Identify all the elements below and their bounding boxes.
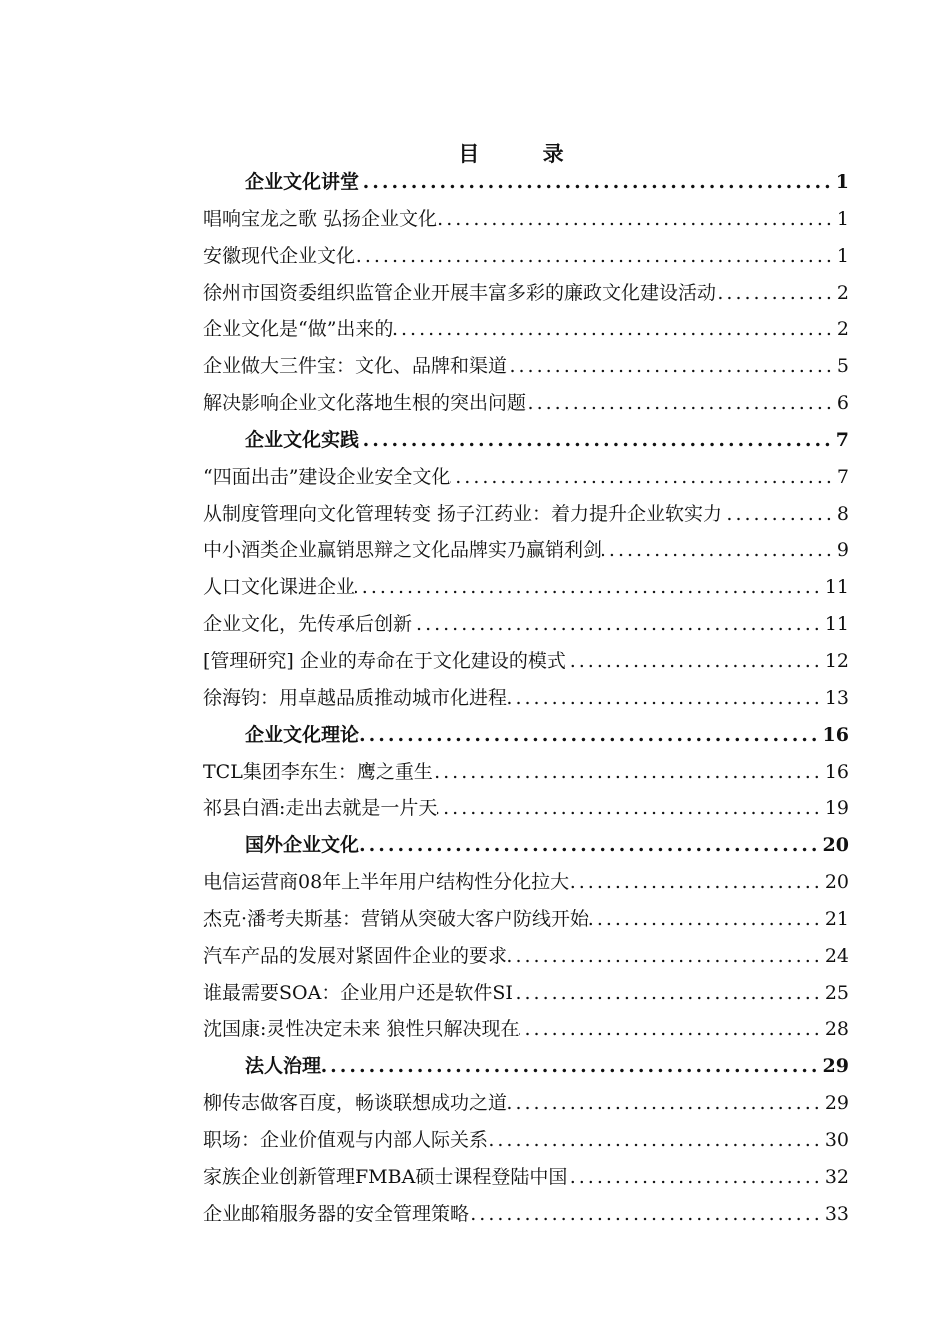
toc-page-number: 12: [824, 649, 849, 672]
toc-entry-title: 电信运营商08年上半年用户结构性分化拉大: [203, 871, 570, 894]
toc-leader-dots: [437, 790, 822, 827]
toc-entry-title: 解决影响企业文化落地生根的突出问题: [203, 392, 527, 415]
toc-entry[interactable]: [203, 1159, 849, 1196]
toc-entry-title: 企业文化实践: [245, 428, 360, 451]
toc-leader-dots: [433, 754, 823, 791]
toc-leader-dots: [355, 569, 823, 606]
toc-entry[interactable]: [203, 975, 849, 1012]
toc-entry-title: 徐州市国资委组织监管企业开展丰富多彩的廉政文化建设活动: [203, 281, 717, 304]
toc-entry[interactable]: [203, 1085, 849, 1122]
toc-leader-dots: [507, 1085, 823, 1122]
toc-section-heading[interactable]: [203, 164, 849, 201]
toc-leader-dots: [359, 717, 821, 754]
toc-page-number: 29: [824, 1092, 849, 1115]
toc-entry-title: 徐海钧：用卓越品质推动城市化进程: [203, 686, 508, 709]
toc-entry[interactable]: [203, 385, 849, 422]
toc-entry[interactable]: [203, 459, 849, 496]
toc-entry-title: 从制度管理向文化管理转变 扬子江药业：着力提升企业软实力: [203, 502, 723, 525]
toc-entry[interactable]: [203, 606, 849, 643]
toc-entry[interactable]: [203, 496, 849, 533]
toc-entry[interactable]: [203, 864, 849, 901]
toc-page-number: 19: [824, 797, 849, 820]
toc-leader-dots: [566, 643, 823, 680]
toc-entry[interactable]: [203, 754, 849, 791]
toc-leader-dots: [412, 606, 823, 643]
toc-leader-dots: [507, 938, 823, 975]
toc-entry[interactable]: [203, 1196, 849, 1233]
toc-leader-dots: [393, 311, 834, 348]
toc-entry-title: [管理研究] 企业的寿命在于文化建设的模式: [203, 649, 566, 672]
toc-page-number: 20: [822, 834, 849, 857]
toc-leader-dots: [359, 827, 821, 864]
toc-leader-dots: [602, 532, 835, 569]
toc-leader-dots: [569, 864, 823, 901]
toc-page-number: 16: [822, 723, 849, 746]
toc-entry[interactable]: [203, 901, 849, 938]
toc-leader-dots: [359, 422, 834, 459]
toc-leader-dots: [519, 1011, 822, 1048]
toc-entry[interactable]: [203, 938, 849, 975]
toc-page-number: 11: [824, 576, 849, 599]
toc-entry-title: 安徽现代企业文化: [203, 244, 356, 267]
toc-entry[interactable]: [203, 1122, 849, 1159]
toc-page-number: 7: [836, 465, 849, 488]
toc-title: 目 录: [458, 141, 592, 166]
toc-section-heading[interactable]: [203, 717, 849, 754]
toc-page-number: 7: [835, 428, 849, 451]
toc-entry-title: 谁最需要SOA：企业用户还是软件SI: [203, 981, 513, 1004]
toc-entry-title: 企业做大三件宝：文化、品牌和渠道: [203, 355, 508, 378]
toc-entry[interactable]: [203, 311, 849, 348]
toc-page-number: 5: [836, 355, 849, 378]
toc-leader-dots: [589, 901, 823, 938]
toc-leader-dots: [469, 1196, 823, 1233]
toc-leader-dots: [450, 459, 834, 496]
toc-leader-dots: [437, 201, 835, 238]
toc-section-heading[interactable]: [203, 1048, 849, 1085]
toc-page-number: 2: [836, 281, 849, 304]
toc-entry-title: 国外企业文化: [245, 834, 360, 857]
toc-entry-title: 职场：企业价值观与内部人际关系: [203, 1128, 489, 1151]
toc-page-number: 29: [822, 1055, 849, 1078]
toc-page-number: 25: [824, 981, 849, 1004]
toc-entry[interactable]: [203, 643, 849, 680]
toc-entry-title: 家族企业创新管理FMBA硕士课程登陆中国: [203, 1165, 568, 1188]
toc-entry[interactable]: [203, 238, 849, 275]
toc-entry-title: TCL集团李东生：鹰之重生: [203, 760, 433, 783]
toc-page-number: 16: [824, 760, 849, 783]
toc-leader-dots: [716, 275, 835, 312]
toc-page-number: 30: [824, 1128, 849, 1151]
toc-page-number: 28: [824, 1018, 849, 1041]
toc-entry[interactable]: [203, 680, 849, 717]
toc-entry-title: 中小酒类企业赢销思辩之文化品牌实乃赢销利剑: [203, 539, 603, 562]
toc-entry-title: 沈国康:灵性决定未来 狼性只解决现在: [203, 1018, 520, 1041]
toc-page-number: 11: [824, 613, 849, 636]
toc-page-number: 24: [824, 944, 849, 967]
toc-entry[interactable]: [203, 201, 849, 238]
toc-section-heading[interactable]: [203, 422, 849, 459]
toc-leader-dots: [507, 348, 835, 385]
toc-entry-title: 企业文化理论: [245, 723, 360, 746]
toc-entry-title: 企业文化，先传承后创新: [203, 613, 413, 636]
toc-leader-dots: [359, 164, 834, 201]
toc-page-number: 32: [824, 1165, 849, 1188]
toc-entry-title: 人口文化课进企业: [203, 576, 356, 599]
toc-page-number: 21: [824, 907, 849, 930]
toc-leader-dots: [722, 496, 835, 533]
toc-page-number: 13: [824, 686, 849, 709]
toc-entry-title: 企业文化讲堂: [245, 171, 360, 193]
toc-page-number: 9: [836, 539, 849, 562]
toc-entry[interactable]: [203, 348, 849, 385]
toc-entry[interactable]: [203, 1011, 849, 1048]
toc-entry-title: 祁县白酒:走出去就是一片天: [203, 797, 438, 820]
toc-page-number: 33: [824, 1202, 849, 1225]
toc-entry-title: 企业邮箱服务器的安全管理策略: [203, 1202, 470, 1225]
toc-page-number: 1: [836, 207, 849, 230]
toc-leader-dots: [355, 238, 835, 275]
toc-entry[interactable]: [203, 569, 849, 606]
toc-entry[interactable]: [203, 790, 849, 827]
toc-leader-dots: [507, 680, 823, 717]
toc-leader-dots: [567, 1159, 822, 1196]
toc-entry[interactable]: [203, 275, 849, 312]
toc-page-number: 20: [824, 871, 849, 894]
toc-page-number: 8: [836, 502, 849, 525]
toc-entry-title: 唱响宝龙之歌 弘扬企业文化: [203, 207, 438, 230]
toc-entry-title: 法人治理: [245, 1055, 322, 1078]
toc-leader-dots: [488, 1122, 823, 1159]
toc-entry-title: 柳传志做客百度，畅谈联想成功之道: [203, 1092, 508, 1115]
toc-entry-title: 汽车产品的发展对紧固件企业的要求: [203, 944, 508, 967]
toc-entry-title: 杰克·潘考夫斯基：营销从突破大客户防线开始: [203, 907, 590, 930]
toc-entry-title: 企业文化是“做”出来的: [203, 318, 394, 341]
toc-entry-title: “四面出击”建设企业安全文化: [203, 465, 451, 488]
toc-entry[interactable]: [203, 532, 849, 569]
toc-page-number: 2: [836, 318, 849, 341]
toc-section-heading[interactable]: [203, 827, 849, 864]
toc-page-number: 1: [836, 244, 849, 267]
table-of-contents: [203, 164, 849, 1232]
toc-leader-dots: [526, 385, 835, 422]
toc-leader-dots: [321, 1048, 821, 1085]
toc-leader-dots: [513, 975, 823, 1012]
toc-page-number: 6: [836, 392, 849, 415]
toc-page-number: 1: [835, 171, 849, 193]
